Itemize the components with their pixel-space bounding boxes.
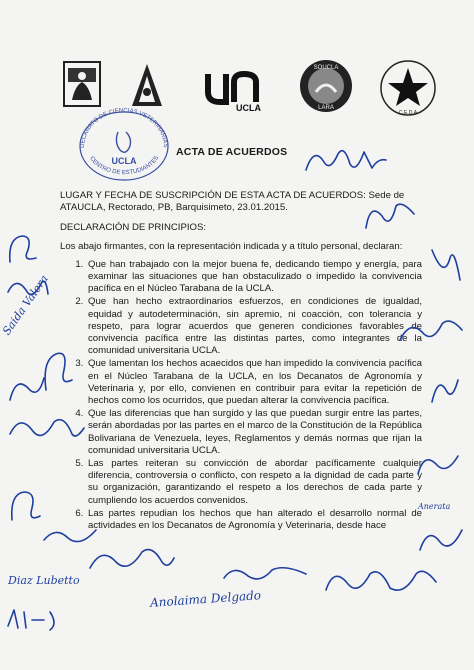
ucla-logo [204, 68, 268, 112]
handwritten-name-left-2: Diaz Lubetto [8, 574, 80, 587]
handwritten-name-bottom: Anolaima Delgado [149, 588, 262, 610]
document-body [60, 190, 422, 533]
signature-bottom-2 [220, 558, 310, 588]
list-item: 2. Que han hecho extraordinarios esfuerzos, en condiciones de igualdad, equidad y autodeterminación, sin apremio, ni coacción, con tolerancia y respeto, para lograr acuerdos que generen condiciones favorables de convivencia pacífica entre las distintas partes, como integrantes de la comunidad universitaria UCLA. [86, 296, 422, 357]
signature-left-5 [6, 410, 86, 450]
signature-bottom-1 [86, 540, 176, 580]
signature-right-6 [414, 520, 468, 560]
principles-list [60, 259, 422, 532]
signature-right-4 [424, 370, 464, 410]
crest-logo [62, 60, 102, 108]
stamp-circle-text: DECANATO DE CIENCIAS VETERINARIAS [79, 107, 169, 149]
list-item: 1. Que han trabajado con la mejor buena fe, dedicando tiempo y energía, para examinar las situaciones que han obstaculizado o impedido la convivencia pacífica en el Núcleo Tarabana de la UCLA. [86, 259, 422, 296]
lara-logo-bottom-text: LARA [318, 105, 334, 111]
signature-right-1 [360, 196, 420, 236]
meta-line-2: ATAUCLA, Rectorado, PB, Barquisimeto, 23.01.2015. [60, 202, 288, 214]
signature-right-3 [396, 310, 466, 350]
list-item: 5. Las partes reiteran su convicción de abordar pacíficamente cualquier diferencia, controversia o conflicto, con respeto a la dignidad de cada parte y su organización, garantizando el respeto a los derechos de cada parte y cumpliendo los acuerdos convenidos. [86, 458, 422, 507]
ceda-logo-text: C.E.D.A [398, 110, 418, 116]
signature-right-5 [412, 444, 464, 484]
lara-logo [298, 58, 354, 114]
signature-top-right [300, 140, 390, 180]
list-item: 3. Que lamentan los hechos acaecidos que han impedido la convivencia pacífica en el Núcleo Tarabana de la UCLA, en los Decanatos de Agronomía y Veterinaria y, por ello, convienen en contribuir para evitar la repetición de hechos como los ocurridos, que puedan alterar la convivencia pacífica. [86, 358, 422, 407]
document-title: ACTA DE ACUERDOS [176, 146, 288, 158]
handwritten-name-left-1: Saida Valera [0, 272, 51, 338]
lara-logo-top-text: SOUCLA [313, 65, 339, 71]
ucla-logo-text: UCLA [236, 103, 261, 112]
signature-left-1 [2, 228, 42, 268]
signature-left-6 [4, 480, 44, 530]
section-heading: DECLARACIÓN DE PRINCIPIOS: [60, 222, 207, 234]
signature-left-4 [4, 370, 48, 410]
signature-right-2 [424, 240, 468, 290]
intro-paragraph: Los abajo firmantes, con la representación indicada y a título personal, declaran: [60, 240, 403, 252]
stamp-bottom-text: CENTRO DE ESTUDIANTES [88, 155, 161, 177]
ceda-logo [378, 58, 438, 118]
meta-line-1: LUGAR Y FECHA DE SUSCRIPCIÓN DE ESTA ACTA DE ACUERDOS: Sede de [60, 190, 405, 201]
official-stamp [74, 102, 174, 182]
list-item: 6. Las partes repudian los hechos que han alterado el desarrollo normal de actividades en los Decanatos de Agronomía y Veterinaria, desde hace [86, 508, 422, 532]
list-item: 4. Que las diferencias que han surgido y las que puedan surgir entre las partes, serán abordadas por las partes en el marco de la Constitución de la República Bolivariana de Venezuela, leyes, Reglamentos y demás normas que rijan la comunidad universitaria UCLA. [86, 408, 422, 457]
signature-bottom-3 [320, 560, 440, 604]
handwritten-name-right-1: Anerata [418, 502, 451, 511]
stamp-center-text: UCLA [111, 156, 137, 166]
signature-bottom-left [4, 604, 64, 634]
